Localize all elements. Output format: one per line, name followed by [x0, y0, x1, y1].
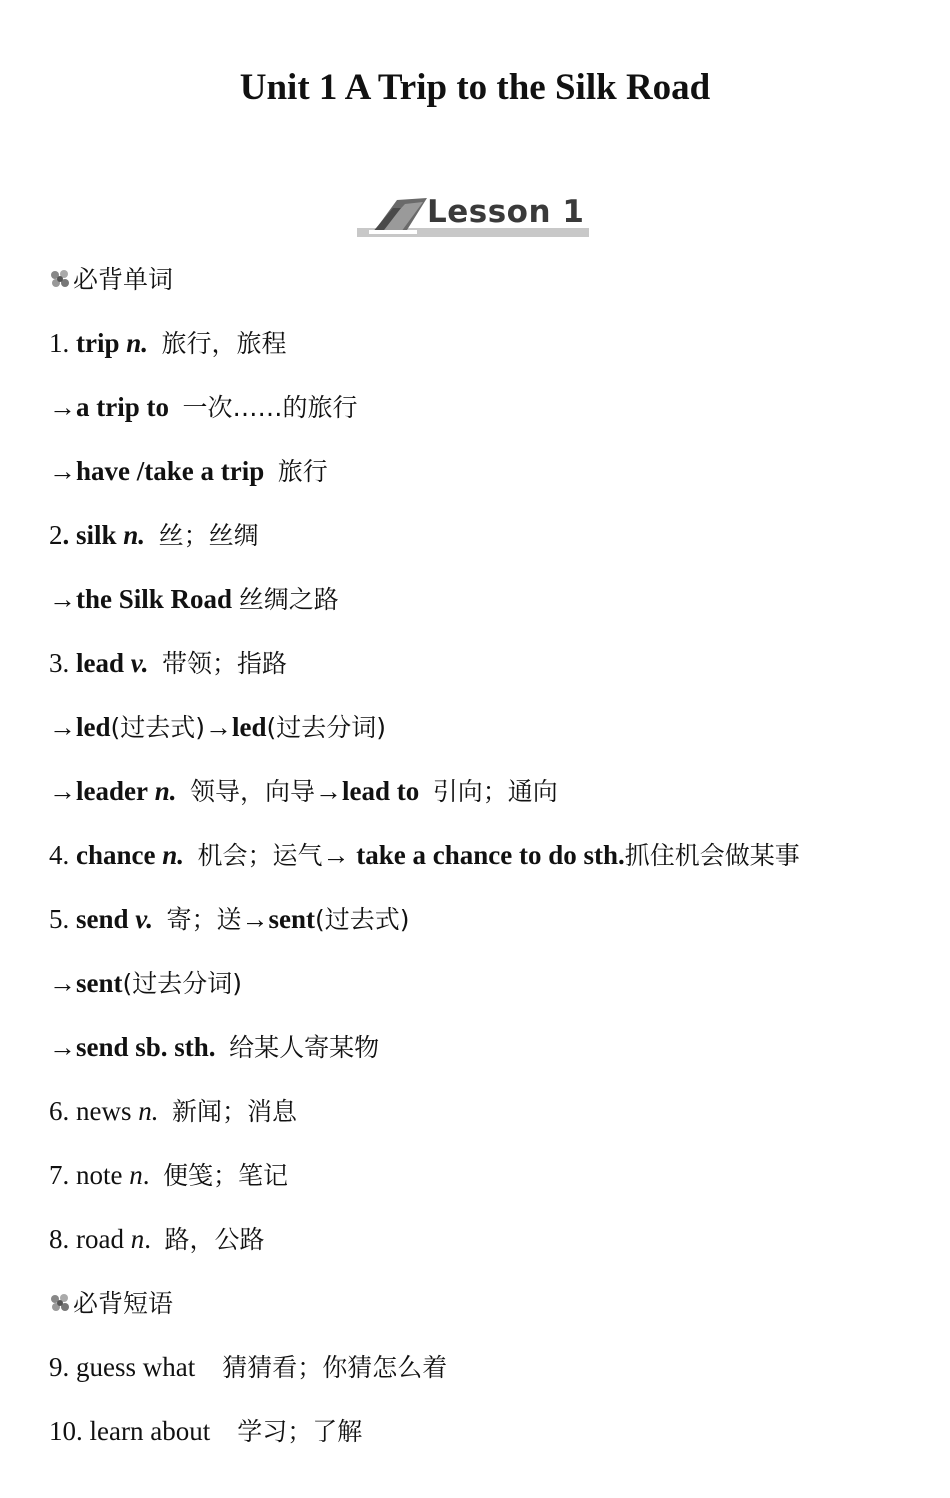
vocab-sub-led: →led(过去式)→led(过去分词): [49, 712, 387, 742]
section-heading-words: 必背单词: [49, 262, 173, 296]
page-title: Unit 1 A Trip to the Silk Road: [239, 67, 711, 108]
vocab-item-road: 8. road n. 路，公路: [49, 1224, 265, 1254]
lesson-label: Lesson 1: [427, 194, 585, 230]
vocab-item-lead: 3. lead v. 带领；指路: [49, 648, 288, 678]
vocab-item-news: 6. news n. 新闻；消息: [49, 1096, 298, 1126]
vocab-sub-have-take-a-trip: →have /take a trip 旅行: [49, 456, 328, 486]
vocab-item-trip: 1. trip n. 旅行，旅程: [49, 328, 287, 358]
vocab-sub-the-silk-road: →the Silk Road 丝绸之路: [49, 584, 339, 614]
vocab-item-send: 5. send v. 寄；送→sent(过去式): [49, 904, 410, 934]
section-heading-phrases: 必背短语: [49, 1286, 173, 1320]
phrase-item-guess-what: 9. guess what 猜猜看；你猜怎么着: [49, 1352, 448, 1382]
vocab-item-note: 7. note n. 便笺；笔记: [49, 1160, 289, 1190]
vocab-item-chance: 4. chance n. 机会；运气→ take a chance to do sth.抓住机会做某事: [49, 840, 800, 870]
vocab-sub-sent: →sent(过去分词): [49, 968, 243, 998]
vocab-sub-a-trip-to: →a trip to 一次……的旅行: [49, 392, 358, 422]
vocab-item-silk: 2. silk n. 丝；丝绸: [49, 520, 259, 550]
phrase-item-learn-about: 10. learn about 学习；了解: [49, 1416, 363, 1446]
flower-bullet-icon: [49, 1292, 71, 1314]
vocab-sub-leader: →leader n. 领导，向导→lead to 引向；通向: [49, 776, 558, 806]
vocab-sub-send-sb-sth: →send sb. sth. 给某人寄某物: [49, 1032, 380, 1062]
flower-bullet-icon: [49, 268, 71, 290]
lesson-badge: [357, 190, 589, 240]
